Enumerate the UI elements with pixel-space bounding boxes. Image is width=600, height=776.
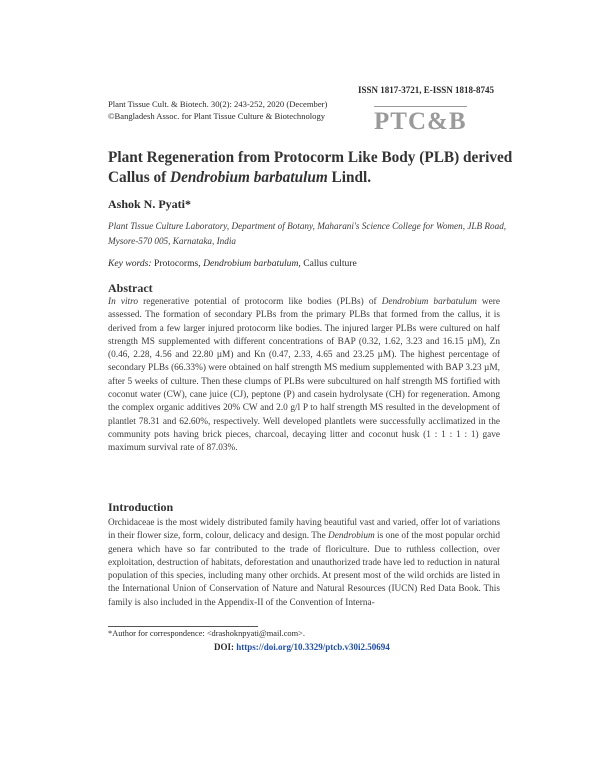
footnote-divider	[108, 626, 258, 627]
keyword-2: Dendrobium barbatulum	[203, 258, 299, 269]
journal-logo: PTC&B	[374, 108, 467, 135]
correspondence-footnote: *Author for correspondence: <drashoknpyati@mail.com>.	[108, 629, 305, 638]
journal-volume-line: Plant Tissue Cult. & Biotech. 30(2): 243-252, 2020 (December)	[108, 99, 328, 109]
title-part1: Plant Regeneration from Protocorm Like Body (PLB) derived Callus of	[108, 149, 513, 186]
journal-citation	[108, 98, 327, 122]
abstract-species: Dendrobium barbatulum	[381, 297, 477, 307]
abstract-body	[108, 296, 500, 456]
title-species: Dendrobium barbatulum	[170, 169, 328, 186]
intro-text-2: is one of the most popular orchid genera which have so far contributed to the trade of floriculture. Due to ruthless collection, over exploitation, destruction of habitats, deforestation and unauthorized trade have led to reduction in natural population of this species, including many other orchids. At present most of the wild orchids are listed in the International Union of Conservation of Nature and Natural Resources (IUCN) Red Data Book. This family is also included in the Appendix-II of the Convention of Interna-	[108, 531, 500, 608]
introduction-heading: Introduction	[108, 500, 174, 514]
keywords	[108, 258, 357, 269]
author-name: Ashok N. Pyati*	[108, 197, 192, 211]
keywords-label: Key words:	[108, 258, 152, 269]
abstract-text-2: were assessed. The formation of secondary PLBs from the primary PLBs that formed from the callus, it is derived from a few larger injured protocorm like bodies. The injured larger PLBs were cultured on half strength MS supplemented with different concentrations of BAP (0.32, 1.62, 3.23 and 16.15 µM), Zn (0.46, 2.28, 4.56 and 22.80 µM) and Kn (0.47, 2.33, 4.65 and 23.25 µM). The highest percentage of secondary PLBs (66.33%) were obtained on half strength MS medium supplemented with BAP 3.23 µM, after 5 weeks of culture. Then these clumps of PLBs were subcultured on half strength MS fortified with coconut water (CW), cane juice (CJ), peptone (P) and casein hydrolysate (CH) for regeneration. Among the complex organic additives 20% CW and 2.0 g/l P to half strength MS resulted in the development of plantlet 78.31 and 62.60%, respectively. Well developed plantlets were successfully acclimatized in the community pots having brick pieces, charcoal, decaying litter and coconut husk (1 : 1 : 1 : 1) gave maximum survival rate of 87.03%.	[108, 297, 500, 454]
abstract-invitro: In vitro	[108, 297, 139, 307]
abstract-text-1: regenerative potential of protocorm like bodies (PLBs) of	[138, 297, 382, 307]
paper-title	[108, 148, 518, 188]
keyword-1: Protocorms,	[151, 258, 204, 269]
intro-text-1: Orchidaceae is the most widely distributed family having beautiful vast and varied, offer lot of variations in their flower size, form, colour, delicacy and design. The	[108, 518, 500, 542]
doi-link[interactable]: https://doi.org/10.3329/ptcb.v30i2.50694	[236, 642, 390, 652]
author-affiliation: Plant Tissue Culture Laboratory, Department of Botany, Maharani's Science College for Women, JLB Road, Mysore-570 005, Karnataka, India	[108, 221, 507, 246]
abstract-heading: Abstract	[108, 281, 153, 295]
intro-genus: Dendrobium	[328, 531, 375, 542]
title-part2: Lindl.	[327, 169, 372, 186]
issn-line: ISSN 1817-3721, E-ISSN 1818-8745	[358, 85, 495, 95]
doi-line	[214, 642, 390, 652]
journal-copyright-line: ©Bangladesh Assoc. for Plant Tissue Culture & Biotechnology	[108, 111, 326, 121]
keyword-3: , Callus culture	[298, 258, 357, 269]
introduction-body	[108, 517, 500, 610]
doi-label: DOI:	[214, 642, 237, 652]
